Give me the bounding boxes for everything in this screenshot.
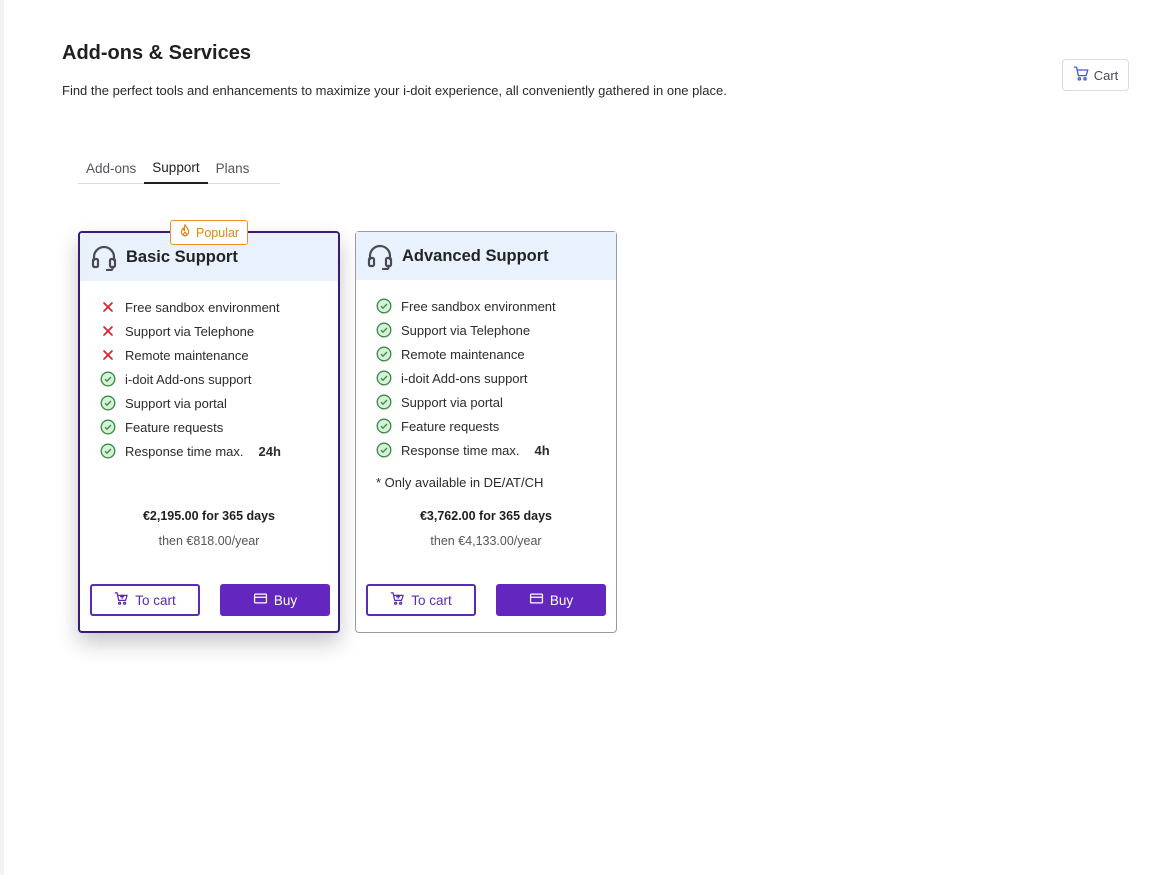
check-circle-icon (376, 298, 392, 314)
response-time-value: 24h (258, 443, 281, 459)
popular-badge (170, 220, 248, 245)
feature-item (100, 439, 338, 463)
page-subtitle: Find the perfect tools and enhancements to maximize your i-doit experience, all conveniently gathered in one place. (62, 83, 727, 98)
feature-label: Free sandbox environment (401, 298, 556, 314)
feature-label: Support via Telephone (125, 323, 255, 339)
feature-item (376, 414, 616, 438)
feature-label: Support via Telephone (401, 322, 531, 338)
check-circle-icon (376, 370, 392, 386)
feature-label: Support via portal (125, 395, 227, 411)
page-title: Add-ons & Services (62, 42, 251, 64)
response-time-value: 4h (534, 442, 550, 458)
price: €3,762.00 for 365 days (419, 509, 553, 523)
basic-support-card (78, 225, 340, 633)
to-cart-button[interactable] (366, 584, 476, 616)
feature-label: i-doit Add-ons support (125, 371, 252, 387)
tab-support[interactable]: Support (144, 152, 207, 184)
check-circle-icon (100, 443, 116, 459)
renewal-price: then €818.00/year (158, 534, 260, 548)
feature-item (100, 319, 338, 343)
feature-item (100, 415, 338, 439)
check-circle-icon (376, 442, 392, 458)
card-title: Basic Support (126, 247, 238, 266)
feature-label: Feature requests (401, 418, 500, 434)
feature-label: Remote maintenance (125, 347, 249, 363)
card-header (356, 232, 616, 280)
feature-label: Response time max. (125, 443, 244, 459)
popular-label: Popular (196, 225, 240, 240)
tab-plans[interactable]: Plans (215, 160, 250, 176)
flame-icon (177, 223, 193, 242)
buy-button[interactable] (496, 584, 606, 616)
buy-button[interactable] (220, 584, 330, 616)
feature-item (376, 294, 616, 318)
to-cart-label: To cart (135, 592, 176, 608)
card-title: Advanced Support (402, 246, 549, 265)
feature-item (100, 367, 338, 391)
credit-card-icon (253, 591, 268, 609)
buy-label: Buy (273, 592, 298, 608)
tab-add-ons[interactable]: Add-ons (86, 160, 137, 176)
feature-item (376, 390, 616, 414)
check-circle-icon (100, 395, 116, 411)
feature-item (100, 391, 338, 415)
check-circle-icon (100, 371, 116, 387)
feature-label: i-doit Add-ons support (401, 370, 528, 386)
availability-note: * Only available in DE/AT/CH (376, 475, 544, 490)
to-cart-label: To cart (411, 592, 452, 608)
cross-icon (100, 347, 116, 363)
credit-card-icon (529, 591, 544, 609)
cart-button[interactable] (1062, 59, 1129, 91)
feature-label: Free sandbox environment (125, 299, 280, 315)
tab-bar (78, 152, 280, 184)
price: €2,195.00 for 365 days (142, 509, 276, 523)
feature-item (100, 343, 338, 367)
buy-label: Buy (549, 592, 574, 608)
left-edge-divider (0, 0, 4, 875)
feature-label: Remote maintenance (401, 346, 525, 362)
add-to-cart-icon (390, 591, 405, 609)
cart-label: Cart (1093, 67, 1119, 83)
feature-label: Support via portal (401, 394, 503, 410)
feature-item (376, 342, 616, 366)
feature-list (356, 280, 616, 462)
to-cart-button[interactable] (90, 584, 200, 616)
check-circle-icon (100, 419, 116, 435)
feature-label: Feature requests (125, 419, 224, 435)
check-circle-icon (376, 322, 392, 338)
check-circle-icon (376, 418, 392, 434)
check-circle-icon (376, 394, 392, 410)
feature-item (376, 366, 616, 390)
feature-item (100, 295, 338, 319)
advanced-support-card (355, 231, 617, 633)
renewal-price: then €4,133.00/year (430, 534, 542, 548)
check-circle-icon (376, 346, 392, 362)
feature-item (376, 438, 616, 462)
feature-list (80, 281, 338, 463)
cross-icon (100, 299, 116, 315)
headset-icon (90, 243, 118, 271)
headset-icon (366, 242, 394, 270)
feature-label: Response time max. (401, 442, 520, 458)
cross-icon (100, 323, 116, 339)
feature-item (376, 318, 616, 342)
shopping-cart-icon (1073, 65, 1090, 85)
add-to-cart-icon (114, 591, 129, 609)
